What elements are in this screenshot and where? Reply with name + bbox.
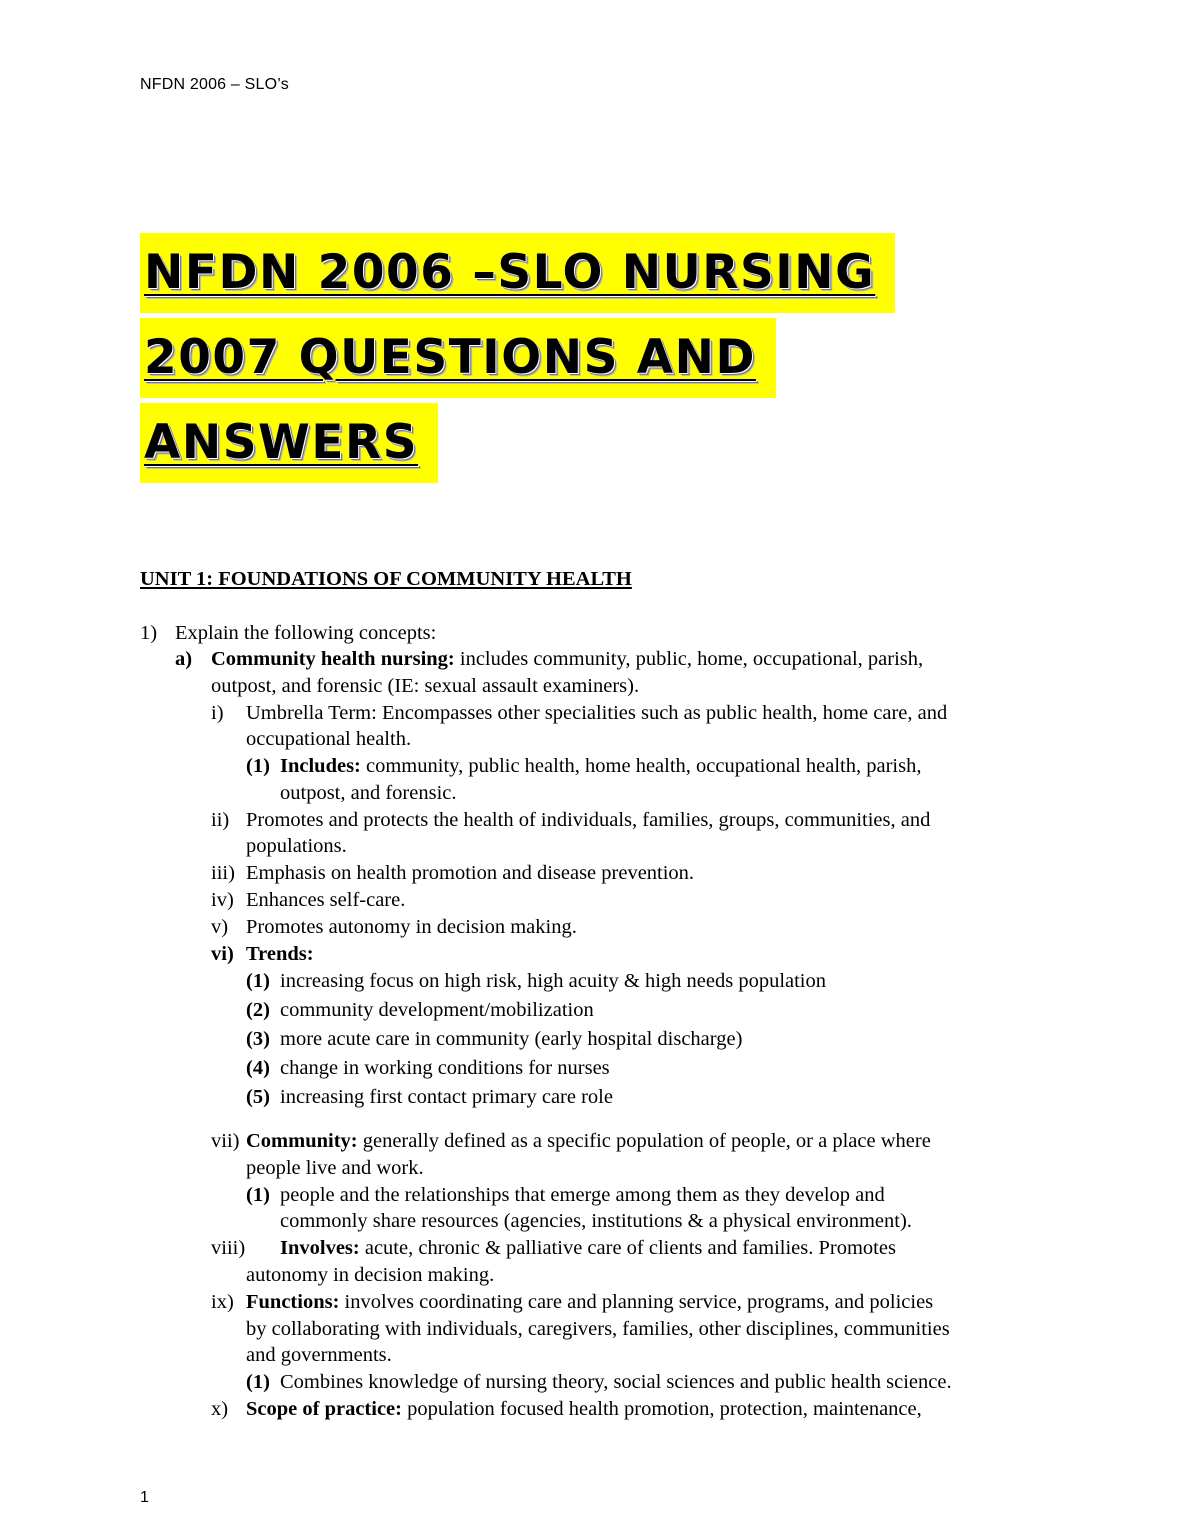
item-x-marker: x) bbox=[211, 1398, 229, 1420]
item-vii1-line-2: commonly share resources (agencies, institutions & a physical environment). bbox=[280, 1210, 912, 1232]
item-i1-line-1: Includes: community, public health, home health, occupational health, parish, bbox=[280, 755, 922, 777]
item-ix1-marker: (1) bbox=[246, 1371, 270, 1393]
item-i-marker: i) bbox=[211, 702, 224, 724]
trend-marker: (1) bbox=[246, 970, 270, 992]
item-ix-line-1: Functions: involves coordinating care and planning service, programs, and policies bbox=[246, 1291, 934, 1313]
item-a-marker: a) bbox=[175, 648, 193, 670]
question-text: Explain the following concepts: bbox=[175, 622, 437, 644]
item-a-term: Community health nursing: bbox=[211, 648, 455, 670]
item-vii-term: Community: bbox=[246, 1130, 358, 1152]
question-number: 1) bbox=[140, 622, 158, 644]
item-iii-text: Emphasis on health promotion and disease prevention. bbox=[246, 862, 695, 884]
item-viii-line-1: Involves: acute, chronic & palliative care of clients and families. Promotes bbox=[280, 1237, 896, 1259]
trend-marker: (2) bbox=[246, 999, 270, 1021]
item-ix1-text: Combines knowledge of nursing theory, social sciences and public health science. bbox=[280, 1371, 952, 1393]
item-i1-marker: (1) bbox=[246, 755, 270, 777]
item-v-text: Promotes autonomy in decision making. bbox=[246, 916, 577, 938]
item-x-term: Scope of practice: bbox=[246, 1398, 402, 1420]
item-vii1-marker: (1) bbox=[246, 1184, 270, 1206]
item-ix-line-3: and governments. bbox=[246, 1344, 392, 1366]
item-ii-line-2: populations. bbox=[246, 835, 347, 857]
item-viii-line-2: autonomy in decision making. bbox=[246, 1264, 495, 1286]
item-vii-line-1: Community: generally defined as a specific population of people, or a place where bbox=[246, 1130, 931, 1152]
item-vi-term: Trends: bbox=[246, 943, 314, 965]
item-viii-term: Involves: bbox=[280, 1237, 360, 1259]
item-iv-text: Enhances self-care. bbox=[246, 889, 406, 911]
item-a-line-1: Community health nursing: includes community, public, home, occupational, parish, bbox=[211, 648, 924, 670]
trend-item: increasing first contact primary care role bbox=[280, 1086, 613, 1108]
title-line-3: ANSWERS bbox=[140, 403, 438, 483]
item-ix-term: Functions: bbox=[246, 1291, 340, 1313]
item-viii-marker: viii) bbox=[211, 1237, 246, 1259]
item-i1-term: Includes: bbox=[280, 755, 361, 777]
item-i-line-2: occupational health. bbox=[246, 728, 412, 750]
trend-marker: (4) bbox=[246, 1057, 270, 1079]
item-a-line-2: outpost, and forensic (IE: sexual assault examiners). bbox=[211, 675, 640, 697]
trend-item: community development/mobilization bbox=[280, 999, 594, 1021]
page-number: 1 bbox=[140, 1489, 149, 1506]
item-x-line-1: Scope of practice: population focused health promotion, protection, maintenance, bbox=[246, 1398, 922, 1420]
item-ii-line-1: Promotes and protects the health of individuals, families, groups, communities, and bbox=[246, 809, 931, 831]
item-vi-marker: vi) bbox=[211, 943, 234, 965]
item-ix-line-2: by collaborating with individuals, caregivers, families, other disciplines, communities bbox=[246, 1318, 950, 1340]
item-vii-line-2: people live and work. bbox=[246, 1157, 424, 1179]
item-vii-marker: vii) bbox=[211, 1130, 240, 1152]
trend-item: change in working conditions for nurses bbox=[280, 1057, 610, 1079]
trend-item: more acute care in community (early hospital discharge) bbox=[280, 1028, 743, 1050]
unit-heading: UNIT 1: FOUNDATIONS OF COMMUNITY HEALTH bbox=[140, 568, 632, 590]
item-ii-marker: ii) bbox=[211, 809, 230, 831]
item-v-marker: v) bbox=[211, 916, 229, 938]
title-line-1: NFDN 2006 –SLO NURSING bbox=[140, 233, 895, 313]
item-i-line-1: Umbrella Term: Encompasses other specialities such as public health, home care, and bbox=[246, 702, 948, 724]
item-iv-marker: iv) bbox=[211, 889, 234, 911]
item-vii1-line-1: people and the relationships that emerge among them as they develop and bbox=[280, 1184, 885, 1206]
trend-marker: (3) bbox=[246, 1028, 270, 1050]
trend-item: increasing focus on high risk, high acuity & high needs population bbox=[280, 970, 827, 992]
running-header: NFDN 2006 – SLO’s bbox=[140, 76, 289, 93]
item-ix-marker: ix) bbox=[211, 1291, 234, 1313]
document-title bbox=[140, 233, 895, 488]
item-iii-marker: iii) bbox=[211, 862, 235, 884]
title-line-2: 2007 QUESTIONS AND bbox=[140, 318, 776, 398]
trend-marker: (5) bbox=[246, 1086, 270, 1108]
item-i1-line-2: outpost, and forensic. bbox=[280, 782, 457, 804]
